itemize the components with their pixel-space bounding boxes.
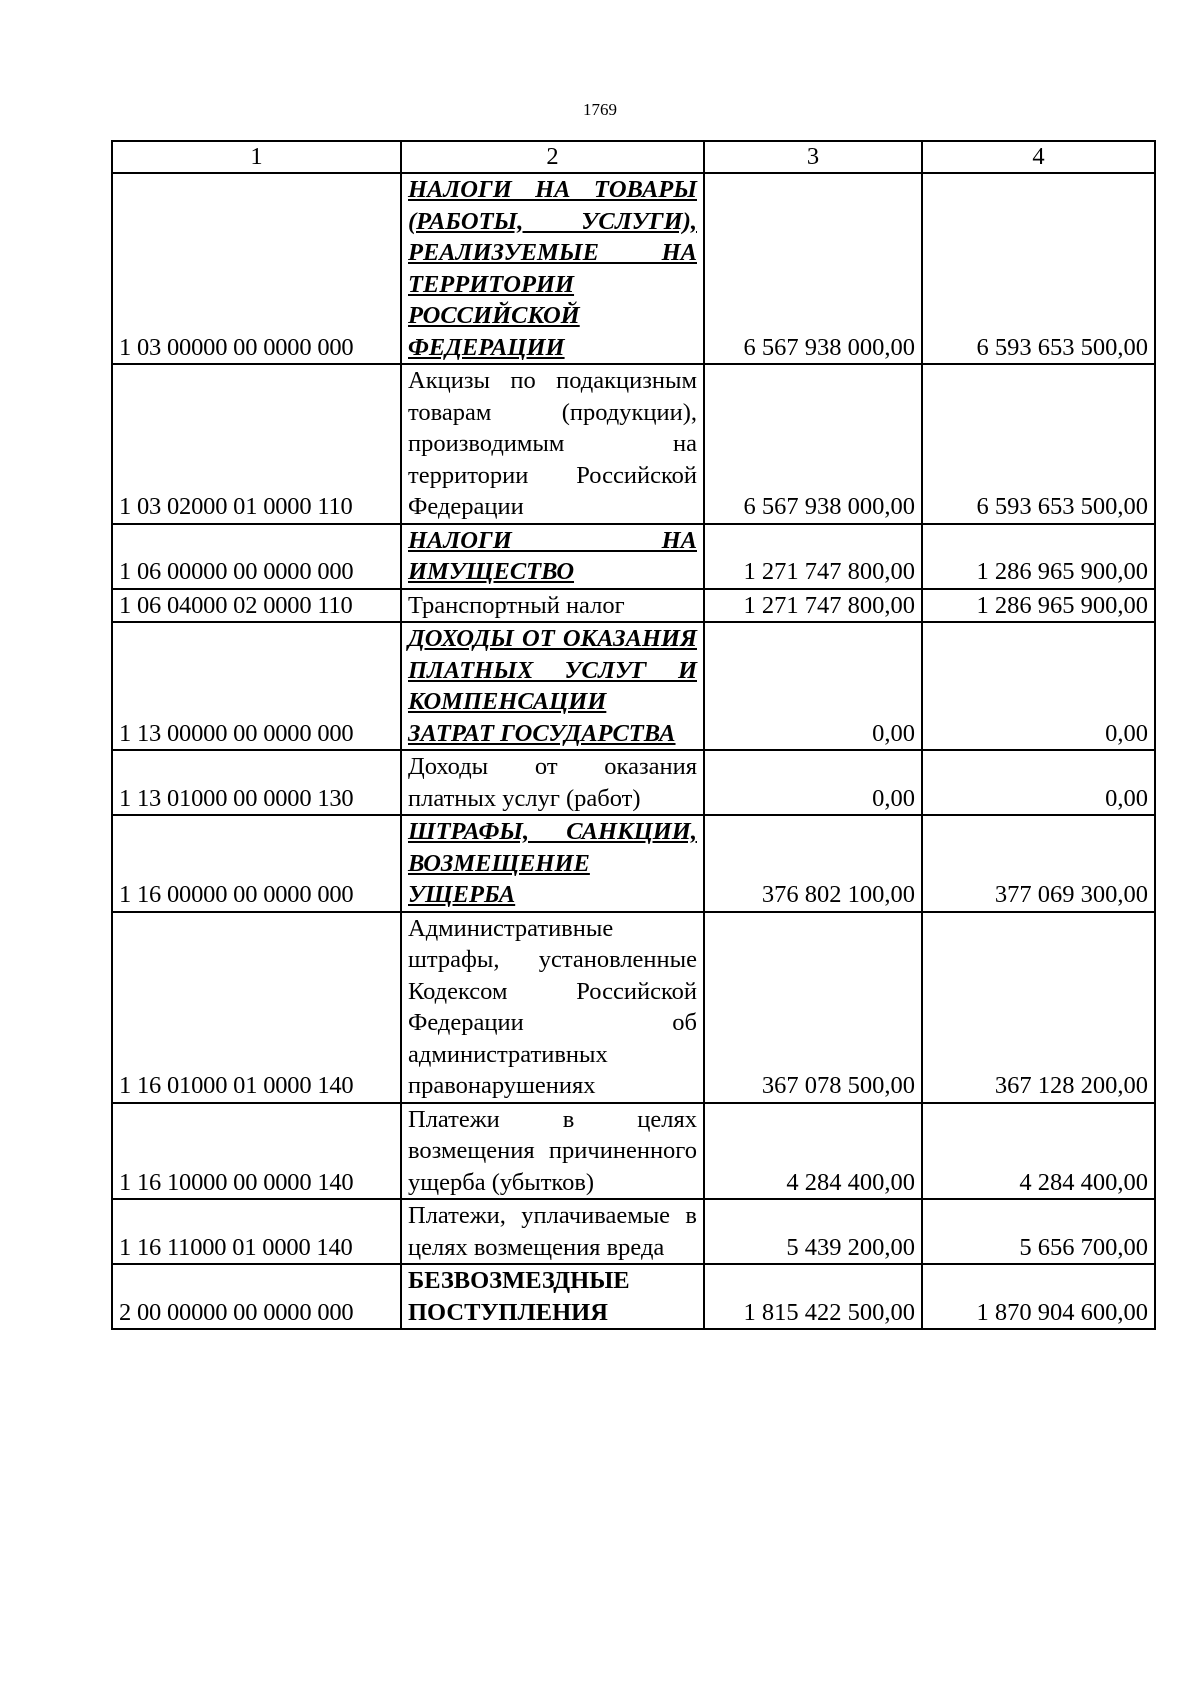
row-name: Акцизы по подакцизным товарам (продукции), производимым на территории Российской Федерации [401, 364, 704, 524]
budget-table [111, 140, 1156, 1330]
row-name: БЕЗВОЗМЕЗДНЫЕ ПОСТУПЛЕНИЯ [401, 1264, 704, 1329]
row-name: НАЛОГИ НА ИМУЩЕСТВО [401, 524, 704, 589]
header-col-3: 3 [704, 141, 922, 173]
row-code: 1 03 02000 01 0000 110 [112, 364, 401, 524]
row-code: 1 16 01000 01 0000 140 [112, 912, 401, 1103]
row-name: Платежи, уплачиваемые в целях возмещения вреда [401, 1199, 704, 1264]
row-value-col4: 377 069 300,00 [922, 815, 1155, 912]
row-value-col3: 6 567 938 000,00 [704, 173, 922, 364]
row-value-col4: 1 286 965 900,00 [922, 589, 1155, 623]
table-row [112, 1199, 1155, 1264]
row-value-col4: 5 656 700,00 [922, 1199, 1155, 1264]
row-code: 1 16 10000 00 0000 140 [112, 1103, 401, 1200]
row-value-col3: 367 078 500,00 [704, 912, 922, 1103]
row-code: 1 16 00000 00 0000 000 [112, 815, 401, 912]
table-row [112, 912, 1155, 1103]
row-code: 1 06 04000 02 0000 110 [112, 589, 401, 623]
table-row [112, 364, 1155, 524]
header-col-1: 1 [112, 141, 401, 173]
row-name: ШТРАФЫ, САНКЦИИ, ВОЗМЕЩЕНИЕ УЩЕРБА [401, 815, 704, 912]
row-code: 1 06 00000 00 0000 000 [112, 524, 401, 589]
row-value-col3: 5 439 200,00 [704, 1199, 922, 1264]
row-code: 1 03 00000 00 0000 000 [112, 173, 401, 364]
row-value-col4: 6 593 653 500,00 [922, 364, 1155, 524]
row-value-col4: 367 128 200,00 [922, 912, 1155, 1103]
table-row [112, 815, 1155, 912]
table-row [112, 1103, 1155, 1200]
table-row [112, 173, 1155, 364]
header-col-2: 2 [401, 141, 704, 173]
row-value-col3: 4 284 400,00 [704, 1103, 922, 1200]
row-value-col3: 6 567 938 000,00 [704, 364, 922, 524]
row-value-col4: 0,00 [922, 750, 1155, 815]
row-value-col3: 1 271 747 800,00 [704, 589, 922, 623]
row-code: 1 13 00000 00 0000 000 [112, 622, 401, 750]
row-value-col4: 1 286 965 900,00 [922, 524, 1155, 589]
row-name: НАЛОГИ НА ТОВАРЫ (РАБОТЫ, УСЛУГИ), РЕАЛИЗУЕМЫЕ НА ТЕРРИТОРИИ РОССИЙСКОЙ ФЕДЕРАЦИИ [401, 173, 704, 364]
row-code: 1 13 01000 00 0000 130 [112, 750, 401, 815]
table-header-row [112, 141, 1155, 173]
row-value-col4: 4 284 400,00 [922, 1103, 1155, 1200]
row-value-col4: 6 593 653 500,00 [922, 173, 1155, 364]
row-name: Административные штрафы, установленные Кодексом Российской Федерации об административных правонарушениях [401, 912, 704, 1103]
table-row [112, 524, 1155, 589]
table-row [112, 750, 1155, 815]
table-row [112, 1264, 1155, 1329]
table-row [112, 589, 1155, 623]
row-value-col4: 1 870 904 600,00 [922, 1264, 1155, 1329]
row-value-col3: 0,00 [704, 750, 922, 815]
row-name: Платежи в целях возмещения причиненного ущерба (убытков) [401, 1103, 704, 1200]
row-code: 2 00 00000 00 0000 000 [112, 1264, 401, 1329]
row-value-col4: 0,00 [922, 622, 1155, 750]
row-code: 1 16 11000 01 0000 140 [112, 1199, 401, 1264]
row-value-col3: 0,00 [704, 622, 922, 750]
row-value-col3: 1 271 747 800,00 [704, 524, 922, 589]
row-name: Транспортный налог [401, 589, 704, 623]
row-value-col3: 1 815 422 500,00 [704, 1264, 922, 1329]
header-col-4: 4 [922, 141, 1155, 173]
table-row [112, 622, 1155, 750]
page-number: 1769 [583, 100, 617, 119]
row-name: ДОХОДЫ ОТ ОКАЗАНИЯ ПЛАТНЫХ УСЛУГ И КОМПЕНСАЦИИ ЗАТРАТ ГОСУДАРСТВА [401, 622, 704, 750]
row-value-col3: 376 802 100,00 [704, 815, 922, 912]
row-name: Доходы от оказания платных услуг (работ) [401, 750, 704, 815]
